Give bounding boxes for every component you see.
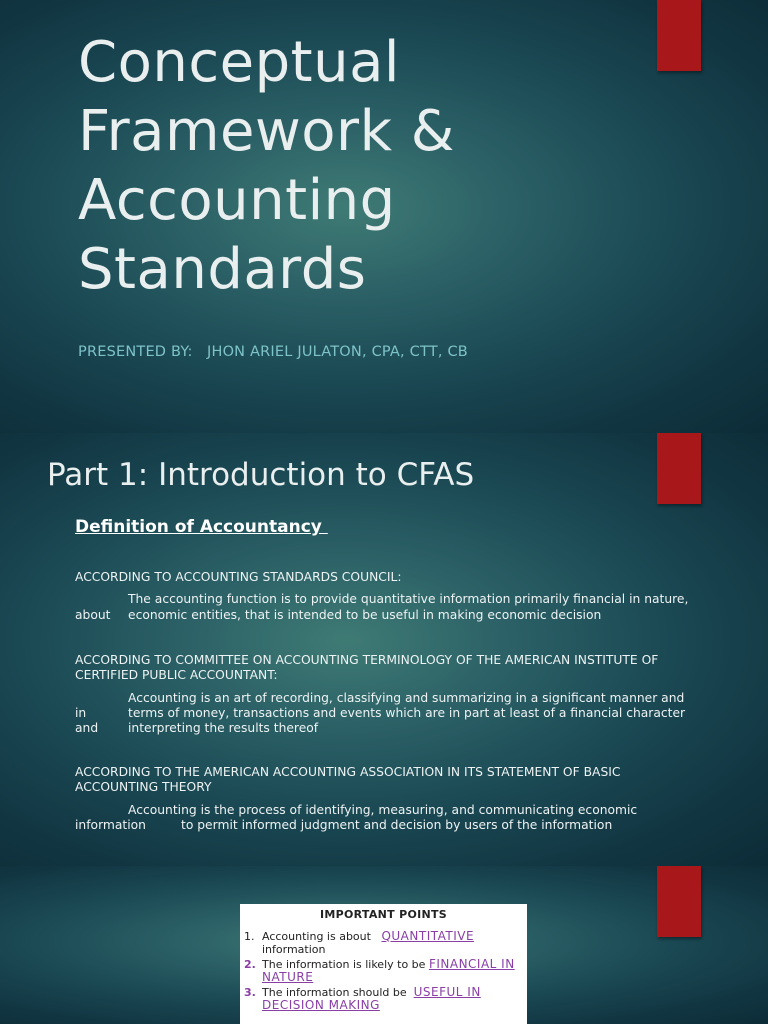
presentation-title — [78, 28, 455, 304]
title-line: Standards — [78, 237, 367, 302]
definition-label: in — [75, 705, 87, 720]
title-line: Conceptual — [78, 30, 400, 95]
slide-title: Part 1: Introduction to CFAS — [47, 457, 475, 493]
title-slide — [0, 0, 768, 433]
section-subheading: Definition of Accountancy — [75, 517, 328, 537]
point-item — [244, 986, 516, 1012]
definition-text: interpreting the results thereof — [128, 721, 319, 736]
point-number: 2. — [244, 958, 256, 971]
point-text: Accounting is about — [262, 930, 371, 943]
point-text: The information should be — [262, 986, 407, 999]
definition-heading: ACCOUNTING THEORY — [75, 780, 212, 795]
title-line: Accounting — [78, 168, 396, 233]
definition-label: information — [75, 817, 146, 832]
red-accent-bar — [657, 433, 701, 504]
definition-block-aicpa — [75, 653, 725, 736]
definition-text: Accounting is an art of recording, classifying and summarizing in a significant manner and — [128, 690, 685, 705]
definition-block-asc — [75, 570, 725, 623]
definition-text: The accounting function is to provide quantitative information primarily financial in nature, — [128, 592, 689, 607]
point-highlight-continuation: NATURE — [262, 970, 314, 984]
important-points-slide — [0, 866, 768, 1024]
definition-heading: ACCORDING TO COMMITTEE ON ACCOUNTING TERMINOLOGY OF THE AMERICAN INSTITUTE OF — [75, 653, 659, 667]
definition-text: economic entities, that is intended to be useful in making economic decision — [128, 607, 602, 622]
card-title: IMPORTANT POINTS — [319, 908, 448, 921]
definition-heading: ACCORDING TO ACCOUNTING STANDARDS COUNCIL: — [75, 570, 402, 584]
definition-label: about — [75, 607, 111, 622]
definition-heading: CERTIFIED PUBLIC ACCOUNTANT: — [75, 668, 278, 683]
title-line: Framework & — [78, 99, 455, 164]
point-highlight: QUANTITATIVE — [381, 929, 475, 943]
point-text: The information is likely to be — [262, 958, 426, 971]
point-item — [244, 930, 516, 956]
red-accent-bar — [657, 0, 701, 71]
definition-text: terms of money, transactions and events which are in part at least of a financial character — [128, 705, 686, 720]
intro-slide — [0, 433, 768, 866]
point-item — [244, 958, 516, 984]
red-accent-bar — [657, 866, 701, 937]
point-continuation: information — [262, 943, 326, 956]
definition-text: Accounting is the process of identifying, measuring, and communicating economic — [128, 802, 638, 817]
definition-text: to permit informed judgment and decision by users of the information — [181, 817, 613, 832]
important-points-card — [240, 904, 527, 1024]
point-highlight: USEFUL IN — [413, 985, 481, 999]
definition-block-aaa — [75, 765, 725, 833]
point-highlight: FINANCIAL IN — [428, 957, 515, 971]
definition-heading: ACCORDING TO THE AMERICAN ACCOUNTING ASSOCIATION IN ITS STATEMENT OF BASIC — [75, 765, 621, 779]
point-number: 1. — [244, 930, 255, 943]
definition-label: and — [75, 721, 99, 736]
presenter-line: PRESENTED BY: JHON ARIEL JULATON, CPA, CTT, CB — [78, 344, 468, 360]
point-number: 3. — [244, 986, 256, 999]
point-highlight-continuation: DECISION MAKING — [262, 998, 380, 1012]
